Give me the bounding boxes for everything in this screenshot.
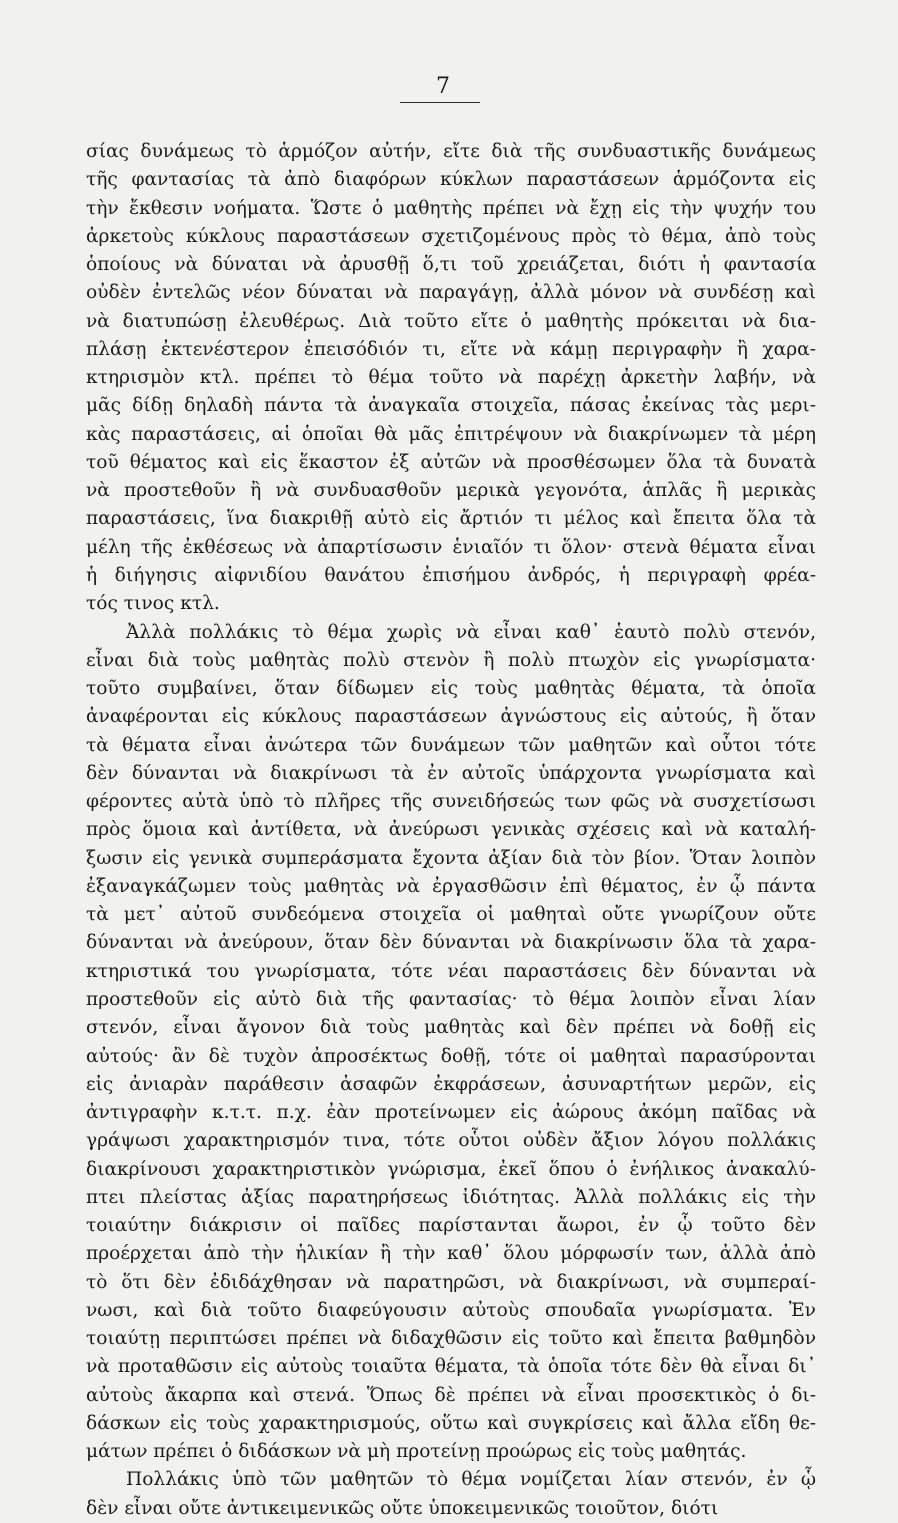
text-line: τοῦτο συμβαίνει, ὅταν δίδωμεν εἰς τοὺς μαθητὰς θέματα, τὰ ὁποῖα: [86, 678, 816, 700]
text-line: τὰ θέματα εἶναι ἀνώτερα τῶν δυνάμεων τῶν μαθητῶν καὶ οὗτοι τότε: [86, 734, 816, 756]
text-line: ἀρκετοὺς κύκλους παραστάσεων σχετιζομένους πρὸς τὸ θέμα, ἀπὸ τοὺς: [86, 225, 816, 247]
text-line: Ἀλλὰ πολλάκις τὸ θέμα χωρὶς νὰ εἶναι καθ᾽ ἑαυτὸ πολὺ στενόν,: [126, 621, 816, 643]
text-line: δὲν εἶναι οὔτε ἀντικειμενικῶς οὔτε ὑποκειμενικῶς τοιοῦτον, διότι: [86, 1497, 719, 1519]
text-line: τὰ μετ᾽ αὐτοῦ συνδεόμενα στοιχεῖα οἱ μαθηταὶ οὔτε γνωρίζουν οὔτε: [86, 904, 816, 926]
text-line: Πολλάκις ὑπὸ τῶν μαθητῶν τὸ θέμα νομίζεται λίαν στενόν, ἐν ᾧ: [126, 1469, 816, 1491]
text-line: δὲν δύνανται νὰ διακρίνωσι τὰ ἐν αὐτοῖς ὑπάρχοντα γνωρίσματα καὶ: [86, 762, 816, 784]
text-line: κτηρισμὸν κτλ. πρέπει τὸ θέμα τοῦτο νὰ παρέχῃ ἀρκετὴν λαβήν, νὰ: [86, 367, 816, 389]
text-line: αὐτούς· ἂν δὲ τυχὸν ἀπροσέκτως δοθῇ, τότε οἱ μαθηταὶ παρασύρονται: [86, 1045, 816, 1067]
text-line: νὰ προταθῶσιν εἰς αὐτοὺς τοιαῦτα θέματα, τὰ ὁποῖα τότε δὲν θὰ εἶναι δι᾽: [86, 1356, 816, 1378]
text-line: νὰ προστεθοῦν ἢ νὰ συνδυασθοῦν μερικὰ γεγονότα, ἁπλᾶς ἢ μερικὰς: [86, 480, 816, 502]
text-line: τός τινος κτλ.: [86, 593, 220, 615]
text-line: δάσκων εἰς τοὺς χαρακτηρισμούς, οὕτω καὶ συγκρίσεις καὶ ἄλλα εἴδη θε-: [86, 1412, 816, 1434]
text-line: τοιαύτην διάκρισιν οἱ παῖδες παρίστανται ἄωροι, ἐν ᾧ τοῦτο δὲν: [86, 1215, 816, 1237]
text-line: διακρίνουσι χαρακτηριστικὸν γνώρισμα, ἐκεῖ ὅπου ὁ ἐνήλικος ἀνακαλύ-: [86, 1158, 816, 1180]
page-number: 7: [436, 74, 450, 99]
text-line: πτει πλείστας ἀξίας παρατηρήσεως ἰδιότητας. Ἀλλὰ πολλάκις εἰς τὴν: [86, 1186, 816, 1208]
text-line: προστεθοῦν εἰς αὐτὸ διὰ τῆς φαντασίας· τὸ θέμα λοιπὸν εἶναι λίαν: [86, 988, 816, 1010]
text-line: ἀντιγραφὴν κ.τ.τ. π.χ. ἐὰν προτείνωμεν εἰς ἀώρους ἀκόμη παῖδας νὰ: [86, 1102, 816, 1124]
page-number-rule: [400, 102, 480, 103]
text-line: κτηριστικά του γνωρίσματα, τότε νέαι παραστάσεις δὲν δύνανται νὰ: [86, 960, 816, 982]
text-line: προέρχεται ἀπὸ τὴν ἡλικίαν ἢ τὴν καθ᾽ ὅλου μόρφωσίν των, ἀλλὰ ἀπὸ: [86, 1243, 816, 1265]
text-line: τοιαύτῃ περιπτώσει πρέπει νὰ διδαχθῶσιν εἰς τοῦτο καὶ ἔπειτα βαθμηδὸν: [86, 1328, 816, 1350]
text-line: νωσι, καὶ διὰ τοῦτο διαφεύγουσιν αὐτοὺς σπουδαῖα γνωρίσματα. Ἐν: [86, 1299, 816, 1321]
paragraph: [86, 1466, 816, 1523]
text-line: ἐξαναγκάζωμεν τοὺς μαθητὰς νὰ ἐργασθῶσιν ἐπὶ θέματος, ἐν ᾧ πάντα: [86, 875, 816, 897]
text-line: κὰς παραστάσεις, αἱ ὁποῖαι θὰ μᾶς ἐπιτρέψουν νὰ διακρίνωμεν τὰ μέρη: [86, 423, 816, 445]
text-line: τὴν ἔκθεσιν νοήματα. Ὥστε ὁ μαθητὴς πρέπει νὰ ἔχῃ εἰς τὴν ψυχήν του: [86, 197, 816, 219]
text-line: τὸ ὅτι δὲν ἐδιδάχθησαν νὰ παρατηρῶσι, νὰ διακρίνωσι, νὰ συμπεραί-: [86, 1271, 816, 1293]
text-line: ὁποίους νὰ δύναται νὰ ἀρυσθῇ ὅ,τι τοῦ χρειάζεται, διότι ἡ φαντασία: [86, 254, 816, 276]
text-line: ἀναφέρονται εἰς κύκλους παραστάσεων ἀγνώστους εἰς αὐτούς, ἢ ὅταν: [86, 706, 816, 728]
text-line: γράψωσι χαρακτηρισμόν τινα, τότε οὗτοι οὐδὲν ἄξιον λόγου πολλάκις: [86, 1130, 816, 1152]
text-line: νὰ διατυπώσῃ ἐλευθέρως. Διὰ τοῦτο εἴτε ὁ μαθητὴς πρόκειται νὰ δια-: [86, 310, 816, 332]
paragraph: [86, 619, 816, 1467]
text-line: πλάσῃ ἐκτενέστερον ἐπεισόδιόν τι, εἴτε νὰ κάμῃ περιγραφὴν ἢ χαρα-: [86, 338, 816, 360]
text-line: φέροντες αὐτὰ ὑπὸ τὸ πλῆρες τῆς συνειδήσεώς των φῶς νὰ συσχετίσωσι: [86, 791, 816, 813]
text-line: μάτων πρέπει ὁ διδάσκων νὰ μὴ προτείνῃ προώρως εἰς τοὺς μαθητάς.: [86, 1441, 747, 1463]
text-line: εἰς ἀνιαρὰν παράθεσιν ἀσαφῶν ἐκφράσεων, ἀσυναρτήτων μερῶν, εἰς: [86, 1073, 816, 1095]
text-line: παραστάσεις, ἵνα διακριθῇ αὐτὸ εἰς ἄρτιόν τι μέλος καὶ ἔπειτα ὅλα τὰ: [86, 508, 816, 530]
text-line: οὐδὲν ἐντελῶς νέον δύναται νὰ παραγάγῃ, ἀλλὰ μόνον νὰ συνδέσῃ καὶ: [86, 282, 816, 304]
text-line: δύνανται νὰ ἀνεύρουν, ὅταν δὲν δύνανται νὰ διακρίνωσιν ὅλα τὰ χαρα-: [86, 932, 816, 954]
text-line: στενόν, εἶναι ἄγονον διὰ τοὺς μαθητὰς καὶ δὲν πρέπει νὰ δοθῇ εἰς: [86, 1017, 816, 1039]
text-line: σίας δυνάμεως τὸ ἁρμόζον αὐτήν, εἴτε διὰ τῆς συνδυαστικῆς δυνάμεως: [86, 141, 816, 162]
text-line: ἡ διήγησις αἰφνιδίου θανάτου ἐπισήμου ἀνδρός, ἡ περιγραφὴ φρέα-: [86, 564, 816, 586]
text-line: τῆς φαντασίας τὰ ἀπὸ διαφόρων κύκλων παραστάσεων ἁρμόζοντα εἰς: [86, 169, 816, 191]
text-line: πρὸς ὅμοια καὶ ἀντίθετα, νὰ ἀνεύρωσι γενικὰς σχέσεις καὶ νὰ καταλή-: [86, 819, 816, 841]
text-line: αὐτοὺς ἄκαρπα καὶ στενά. Ὅπως δὲ πρέπει νὰ εἶναι προσεκτικὸς ὁ δι-: [86, 1384, 816, 1406]
text-line: ξωσιν εἰς γενικὰ συμπεράσματα ἔχοντα ἀξίαν διὰ τὸν βίον. Ὅταν λοιπὸν: [86, 847, 816, 869]
body-text: [86, 138, 816, 1523]
text-line: μέλη τῆς ἐκθέσεως νὰ ἀπαρτίσωσιν ἑνιαῖόν τι ὅλον· στενὰ θέματα εἶναι: [86, 536, 816, 558]
text-line: τοῦ θέματος καὶ εἰς ἕκαστον ἐξ αὐτῶν νὰ προσθέσωμεν ὅλα τὰ δυνατὰ: [86, 451, 816, 473]
paragraph: [86, 138, 816, 619]
text-line: μᾶς δίδῃ δηλαδὴ πάντα τὰ ἀναγκαῖα στοιχεῖα, πάσας ἐκείνας τὰς μερι-: [86, 395, 816, 417]
text-line: εἶναι διὰ τοὺς μαθητὰς πολὺ στενὸν ἢ πολὺ πτωχὸν εἰς γνωρίσματα·: [86, 649, 816, 671]
